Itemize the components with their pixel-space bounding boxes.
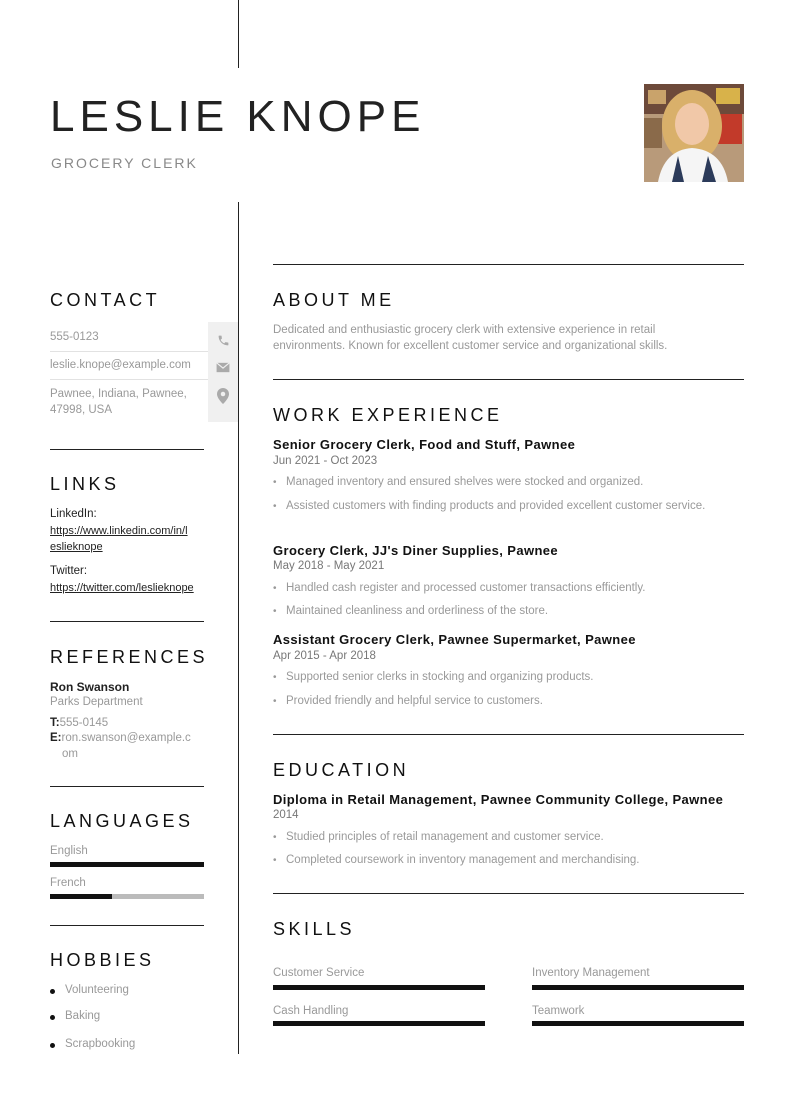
education-degree: Diploma in Retail Management, Pawnee Community College, Pawnee [273, 792, 724, 807]
reference-email-value: ron.swanson@example.c [61, 732, 191, 744]
contact-address [50, 386, 200, 418]
address-line: 47998, USA [50, 404, 113, 416]
job-bullet: • Maintained cleanliness and orderliness of the store. [273, 604, 713, 619]
language-level-fill [50, 894, 112, 899]
hobby-label: Baking [65, 1010, 101, 1022]
section-divider [273, 264, 744, 265]
job-entry-title: Senior Grocery Clerk, Food and Stuff, Pawnee [273, 437, 576, 452]
language-level-bar [50, 862, 204, 867]
reference-org: Parks Department [50, 696, 143, 708]
section-divider [50, 786, 204, 787]
profile-photo [644, 84, 744, 182]
job-entry-dates: May 2018 - May 2021 [273, 560, 385, 572]
reference-email [50, 730, 204, 762]
contact-email[interactable]: leslie.knope@example.com [50, 359, 191, 371]
section-divider [50, 925, 204, 926]
reference-email-value-cont: om [62, 748, 78, 760]
language-name: English [50, 845, 88, 857]
skill-bar [532, 1021, 744, 1026]
section-divider [50, 449, 204, 450]
mail-icon [208, 355, 238, 379]
phone-icon [208, 328, 238, 352]
vertical-divider [238, 202, 239, 1054]
hobby-label: Scrapbooking [65, 1038, 136, 1050]
phone-label: T: [50, 717, 60, 729]
links-heading: LINKS [50, 474, 120, 494]
section-divider [50, 621, 204, 622]
about-text: Dedicated and enthusiastic grocery clerk with extensive experience in retail environments. Known for excellent customer service and organizational skills. [273, 324, 668, 352]
language-level-fill [50, 862, 204, 867]
references-heading: REFERENCES [50, 647, 209, 667]
twitter-link[interactable]: https://twitter.com/leslieknope [50, 582, 194, 594]
skill-label: Inventory Management [532, 967, 650, 979]
language-level-bar [50, 894, 204, 899]
address-line: Pawnee, Indiana, Pawnee, [50, 388, 187, 400]
contact-heading: CONTACT [50, 290, 161, 310]
skill-bar [532, 985, 744, 990]
job-bullet: • Supported senior clerks in stocking and organizing products. [273, 670, 713, 685]
language-name: French [50, 877, 86, 889]
bullet-dot [50, 1043, 55, 1048]
education-bullet: • Completed coursework in inventory management and merchandising. [273, 853, 713, 868]
job-entry-title: Assistant Grocery Clerk, Pawnee Supermarket, Pawnee [273, 632, 636, 647]
job-bullet: • Provided friendly and helpful service to customers. [273, 694, 713, 709]
contact-icon-strip [208, 322, 238, 422]
job-title: GROCERY CLERK [51, 155, 198, 171]
job-bullet: • Handled cash register and processed customer transactions efficiently. [273, 581, 713, 596]
linkedin-label: LinkedIn: [50, 508, 97, 520]
skill-label: Cash Handling [273, 1005, 349, 1017]
skills-heading: SKILLS [273, 919, 356, 939]
skill-label: Customer Service [273, 967, 365, 979]
candidate-name: LESLIE KNOPE [50, 92, 426, 141]
job-entry-title: Grocery Clerk, JJ's Diner Supplies, Pawnee [273, 543, 559, 558]
contact-phone[interactable]: 555-0123 [50, 331, 99, 343]
experience-heading: WORK EXPERIENCE [273, 405, 503, 425]
job-bullet: • Managed inventory and ensured shelves were stocked and organized. [273, 475, 713, 490]
skill-bar [273, 1021, 485, 1026]
about-heading: ABOUT ME [273, 290, 395, 310]
languages-heading: LANGUAGES [50, 811, 194, 831]
hobbies-heading: HOBBIES [50, 950, 155, 970]
location-pin-icon [208, 384, 238, 408]
link-url-line: eslieknope [50, 541, 103, 553]
job-bullet: • Assisted customers with finding products and provided excellent customer service. [273, 499, 713, 514]
job-entry-dates: Apr 2015 - Apr 2018 [273, 650, 376, 662]
reference-phone-value: 555-0145 [59, 717, 109, 729]
section-divider [273, 379, 744, 380]
skill-label: Teamwork [532, 1005, 585, 1017]
email-label: E: [50, 732, 62, 744]
section-divider [273, 734, 744, 735]
vertical-divider-top [238, 0, 239, 68]
education-year: 2014 [273, 809, 299, 821]
bullet-dot [50, 989, 55, 994]
reference-name: Ron Swanson [50, 680, 130, 694]
education-bullet: • Studied principles of retail management and customer service. [273, 830, 713, 845]
reference-phone [50, 715, 204, 731]
education-heading: EDUCATION [273, 760, 410, 780]
hobby-label: Volunteering [65, 984, 129, 996]
link-url-line: https://www.linkedin.com/in/l [50, 525, 188, 537]
twitter-label: Twitter: [50, 565, 88, 577]
job-entry-dates: Jun 2021 - Oct 2023 [273, 455, 378, 467]
bullet-dot [50, 1015, 55, 1020]
skill-bar [273, 985, 485, 990]
section-divider [273, 893, 744, 894]
linkedin-link[interactable] [50, 523, 206, 555]
